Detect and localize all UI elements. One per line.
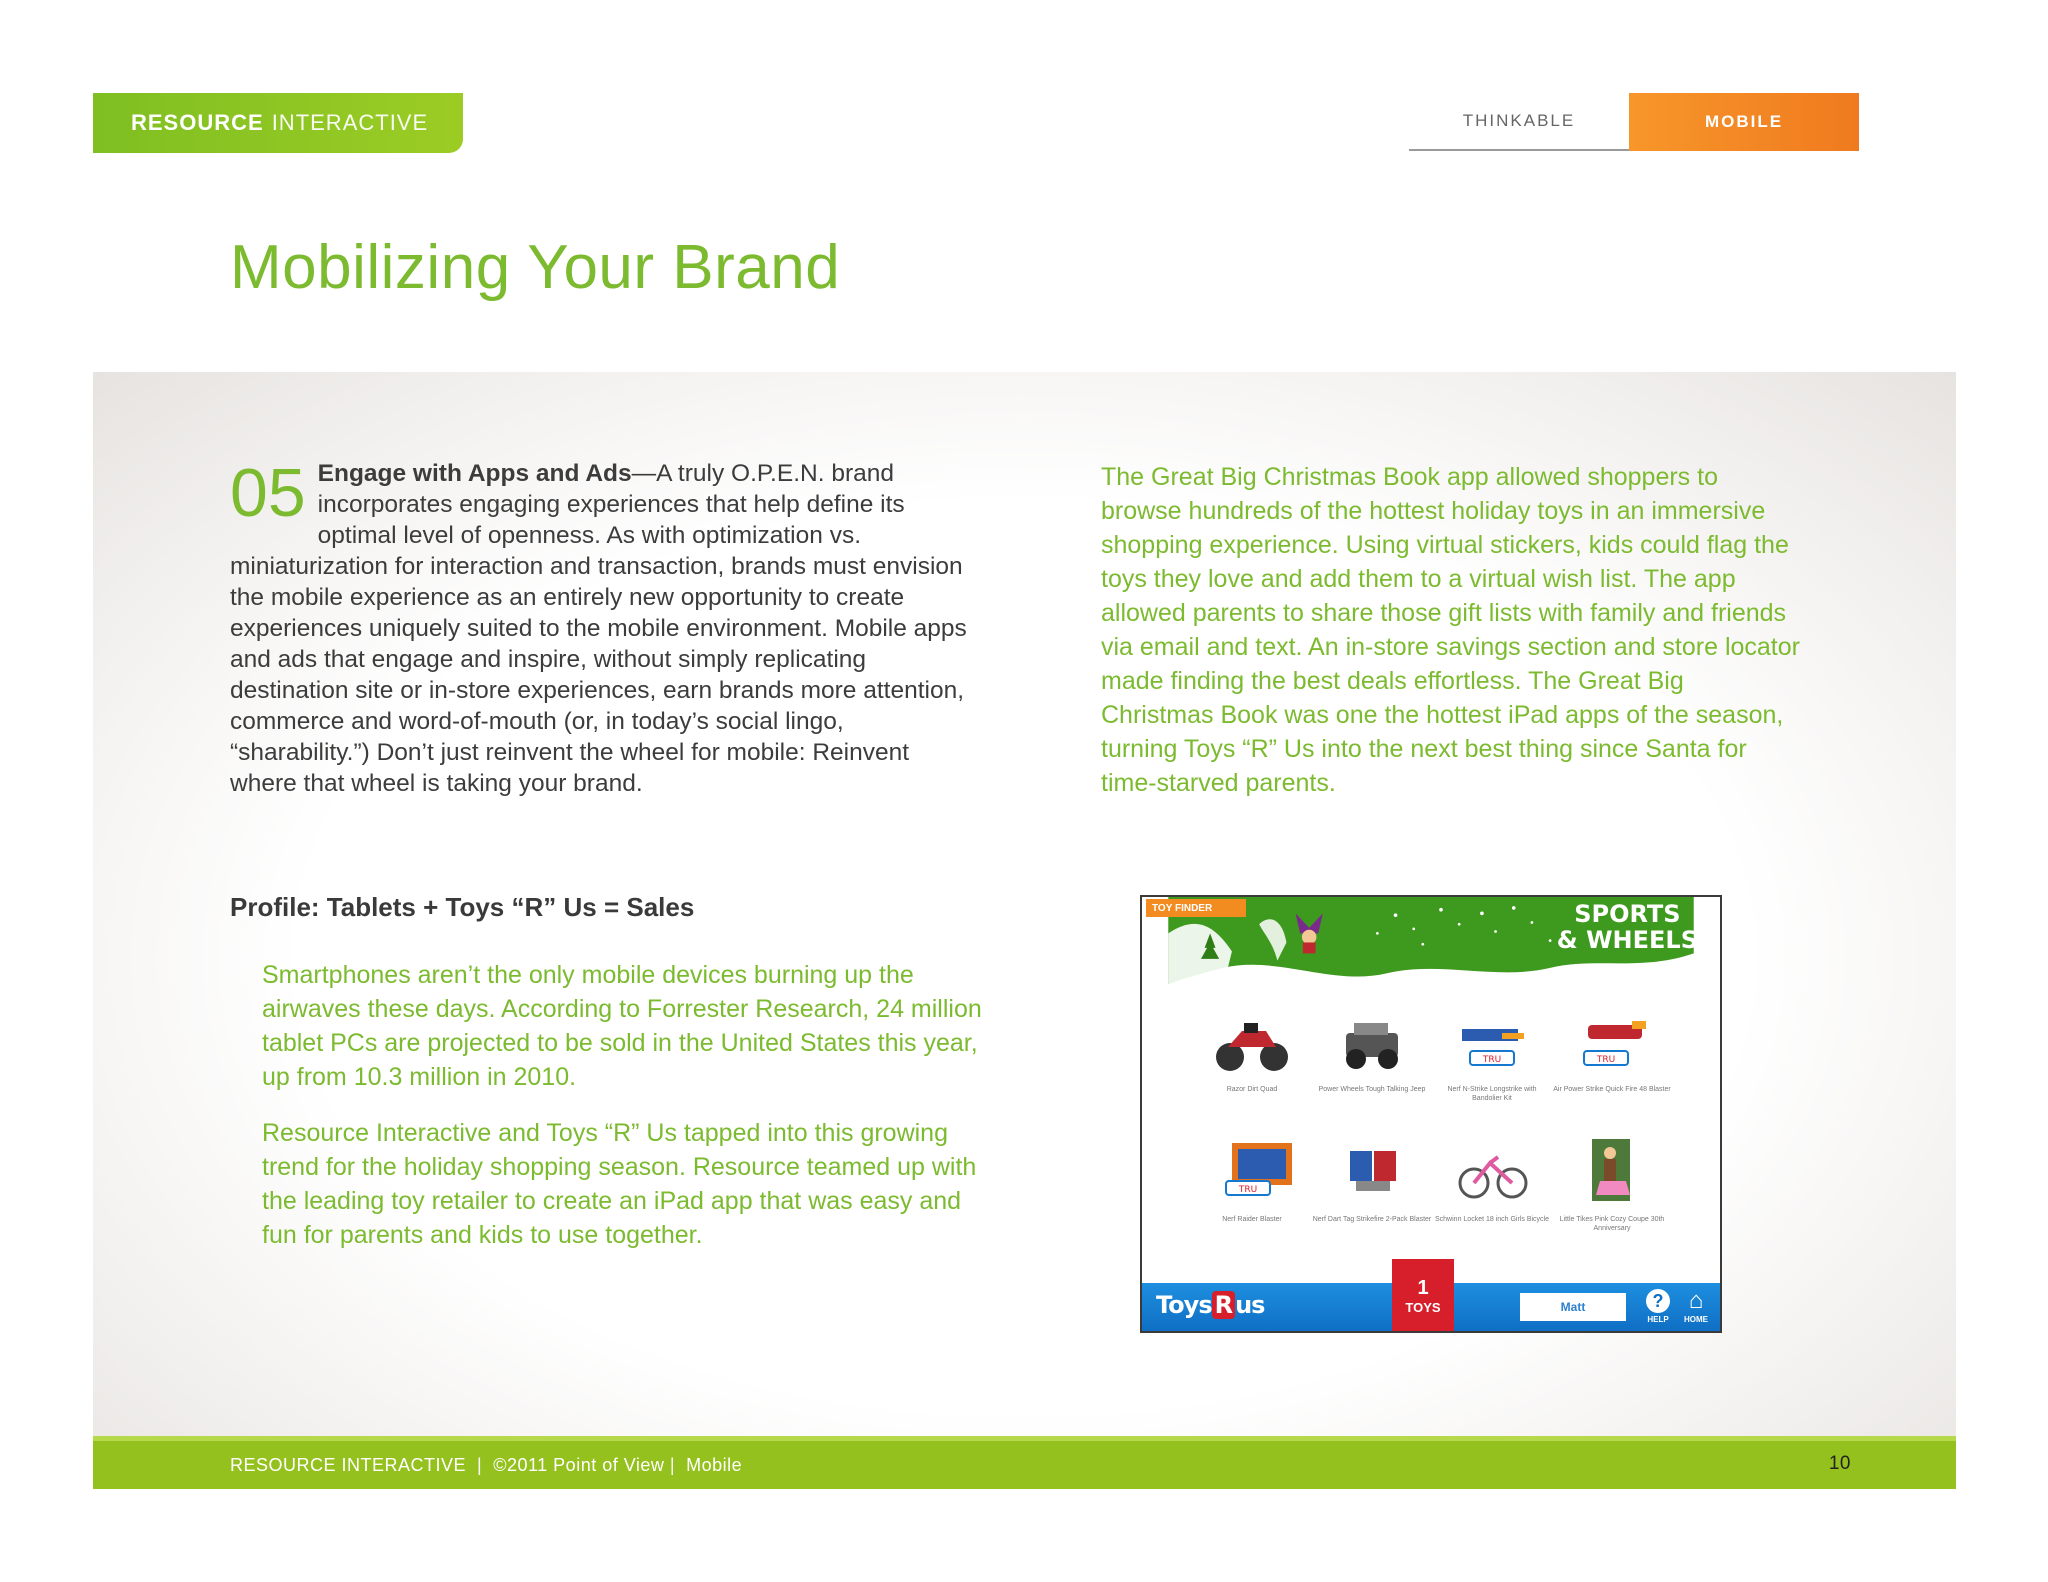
- profile-heading: Profile: Tablets + Toys “R” Us = Sales: [230, 892, 695, 922]
- category-title-line-2: & WHEELS: [1556, 926, 1698, 954]
- brand-name-strong: RESOURCE: [131, 110, 264, 135]
- toy-item[interactable]: [1432, 1137, 1552, 1247]
- toy-caption: Nerf N-Strike Longstrike with Bandolier Kit: [1447, 1086, 1537, 1102]
- cozy-coupe-icon: [1552, 1137, 1672, 1213]
- dart-tag-icon: [1312, 1137, 1432, 1213]
- svg-text:TRU: TRU: [1482, 1055, 1502, 1065]
- app-description: The Great Big Christmas Book app allowed shoppers to browse hundreds of the hottest holiday toys in an immersive shopping experience. Using virtual stickers, kids could flag the toys they love and add them to a virtual wish list. The app allowed parents to share those gift lists with family and friends via email and text. An in-store savings section and store locator made finding the best deals effortless. The Great Big Christmas Book was one the hottest iPad apps of the season, turning Toys “R” Us into the next best thing since Santa for time-starved parents.: [1101, 463, 1800, 797]
- section-number: 05: [230, 455, 306, 531]
- profile-paragraph-2: Resource Interactive and Toys “R” Us tapped into this growing trend for the holiday shopping season. Resource teamed up with the leading toy retailer to create an iPad app that was easy and fun for parents and kids to use together.: [262, 1119, 977, 1249]
- home-button[interactable]: [1682, 1289, 1710, 1324]
- footer-bar: [93, 1436, 1956, 1489]
- footer-text: RESOURCE INTERACTIVE | ©2011 Point of View | Mobile: [230, 1455, 743, 1475]
- wishlist-toys-counter[interactable]: [1392, 1259, 1454, 1331]
- section-05: [230, 455, 980, 799]
- toy-item[interactable]: [1552, 1137, 1672, 1247]
- toy-caption: Little Tikes Pink Cozy Coupe 30th Anniversary: [1559, 1216, 1665, 1232]
- page-number: 10: [1828, 1453, 1851, 1474]
- home-label: HOME: [1684, 1315, 1708, 1324]
- svg-text:TRU: TRU: [1238, 1185, 1258, 1195]
- toy-caption: Power Wheels Tough Talking Jeep: [1318, 1086, 1426, 1093]
- logo-text-toys: Toys: [1156, 1291, 1212, 1319]
- tab-thinkable[interactable]: THINKABLE: [1409, 93, 1629, 151]
- toy-caption: Air Power Strike Quick Fire 48 Blaster: [1553, 1086, 1671, 1093]
- toy-caption: Nerf Raider Blaster: [1222, 1216, 1282, 1223]
- logo-text-us: us: [1235, 1291, 1265, 1319]
- brand-tab: [93, 93, 463, 153]
- toy-finder-button[interactable]: TOY FINDER: [1146, 899, 1246, 917]
- toys-r-us-logo: [1156, 1291, 1264, 1319]
- section-text: —A truly O.P.E.N. brand incorporates engaging experiences that help define its optimal level of openness. As with optimization vs. miniaturization for interaction and transaction, brands must envision the mobile experience as an entirely new opportunity to create experiences uniquely suited to the mobile environment. Mobile apps and ads that engage and inspire, without simply replicating destination site or in-store experiences, earn brands more attention, commerce and word-of-mouth (or, in today’s social lingo, “sharability.”) Don’t just reinvent the wheel for mobile: Reinvent where that wheel is taking your brand.: [230, 460, 967, 797]
- profile-paragraph-1: Smartphones aren’t the only mobile devices burning up the airwaves these days. According to Forrester Research, 24 million tablet PCs are projected to be sold in the United States this year, up from 10.3 million in 2010.: [262, 961, 982, 1091]
- blaster-icon: [1432, 1007, 1552, 1083]
- toy-item[interactable]: [1192, 1137, 1312, 1247]
- toy-item[interactable]: [1552, 1007, 1672, 1117]
- section-body: [230, 455, 980, 799]
- category-title-line-1: SPORTS: [1574, 900, 1681, 928]
- app-screenshot: [1140, 895, 1722, 1333]
- help-label: HELP: [1647, 1315, 1669, 1324]
- help-icon: ?: [1646, 1289, 1670, 1313]
- boxed-blaster-icon: [1192, 1137, 1312, 1213]
- jeep-icon: [1312, 1007, 1432, 1083]
- page-title: Mobilizing Your Brand: [230, 233, 841, 302]
- brand-name-light: INTERACTIVE: [271, 110, 429, 135]
- section-nav: [1409, 93, 1859, 151]
- toy-caption: Razor Dirt Quad: [1226, 1086, 1278, 1093]
- home-icon: ⌂: [1688, 1287, 1704, 1314]
- toys-count: 1: [1417, 1277, 1429, 1299]
- category-title: [1557, 901, 1698, 953]
- section-lead: Engage with Apps and Ads: [317, 460, 632, 487]
- tab-mobile[interactable]: MOBILE: [1629, 93, 1859, 151]
- help-button[interactable]: [1644, 1289, 1672, 1324]
- svg-text:TRU: TRU: [1596, 1055, 1616, 1065]
- bicycle-icon: [1432, 1137, 1552, 1213]
- air-blaster-icon: [1552, 1007, 1672, 1083]
- quad-bike-icon: [1192, 1007, 1312, 1083]
- toy-item[interactable]: [1192, 1007, 1312, 1117]
- name-field[interactable]: Matt: [1520, 1293, 1626, 1321]
- toy-caption: Nerf Dart Tag Strikefire 2-Pack Blaster: [1312, 1216, 1432, 1223]
- toy-caption: Schwinn Locket 18 inch Girls Bicycle: [1435, 1216, 1549, 1223]
- toys-label: TOYS: [1405, 1300, 1441, 1315]
- toy-item[interactable]: [1312, 1007, 1432, 1117]
- toy-item[interactable]: [1312, 1137, 1432, 1247]
- toy-item[interactable]: [1432, 1007, 1552, 1117]
- logo-text-r: R: [1212, 1291, 1235, 1319]
